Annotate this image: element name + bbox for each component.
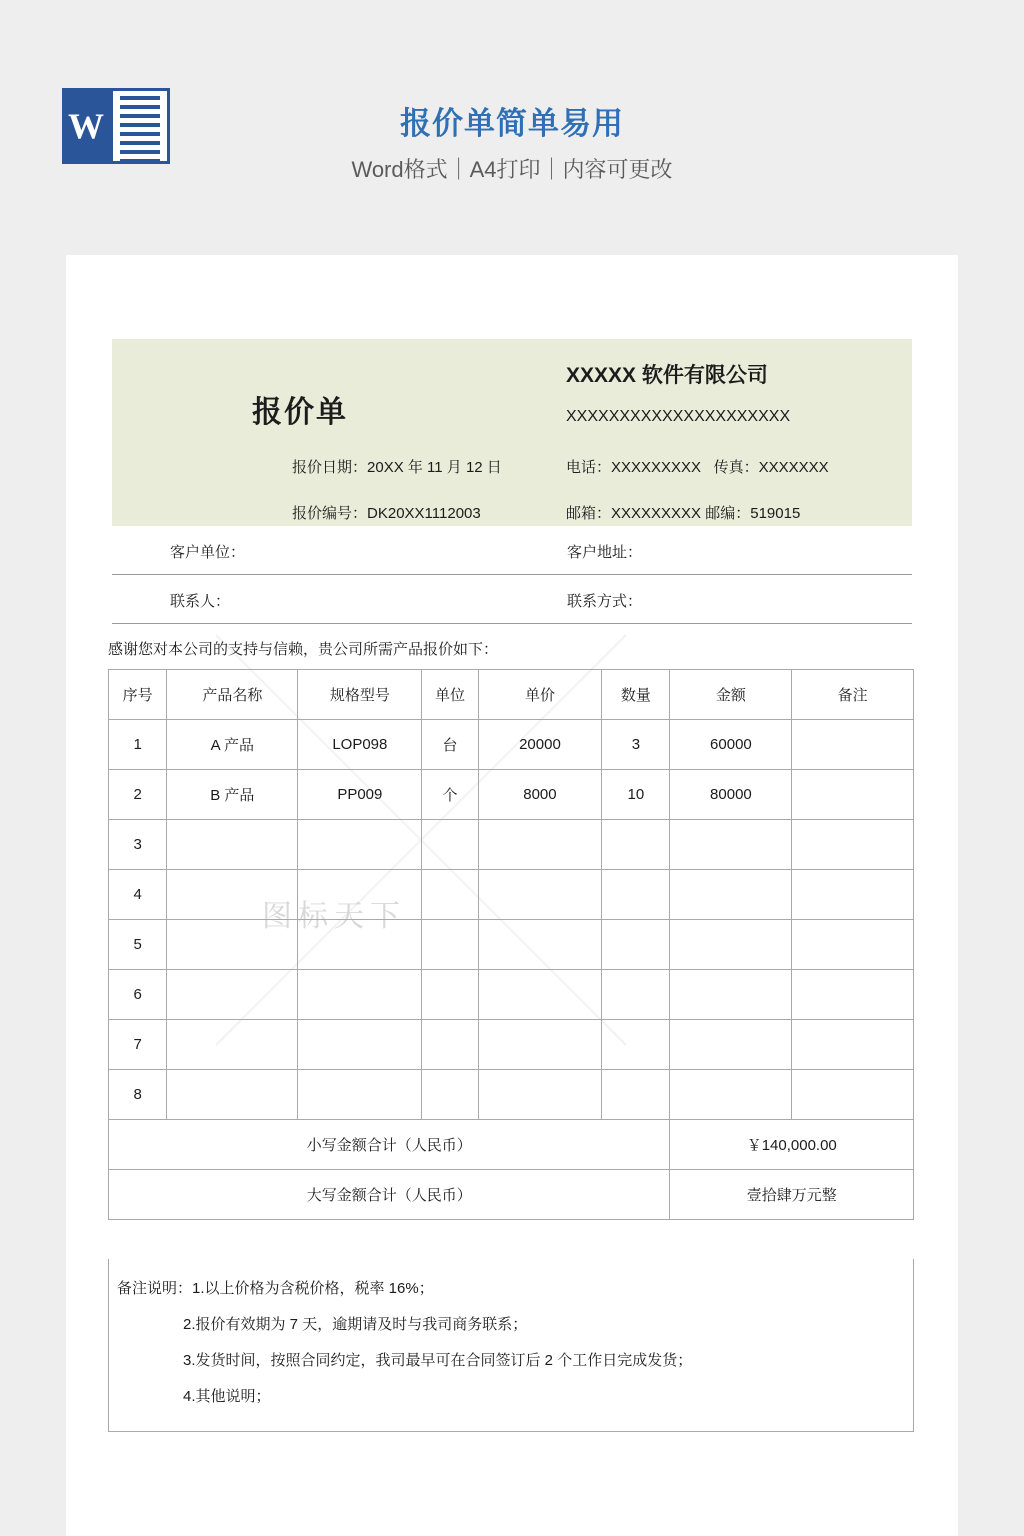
cell-spec [298, 920, 422, 970]
remarks-block [108, 1259, 914, 1432]
cell-note [792, 1020, 914, 1070]
watermark-text: 图标天下 [262, 900, 406, 933]
customer-row-1 [112, 526, 912, 575]
cell-qty: 10 [602, 770, 670, 820]
company-contact-line [566, 456, 829, 477]
th-unit: 单位 [422, 670, 478, 720]
postcode-label: 邮编： [705, 505, 751, 522]
cell-unit: 台 [422, 720, 478, 770]
cell-price [478, 820, 602, 870]
remark-line-2: 2.报价有效期为 7 天，逾期请及时与我司商务联系； [183, 1316, 528, 1333]
postcode-value: 519015 [750, 505, 801, 522]
cell-no: 5 [109, 920, 167, 970]
cell-spec [298, 970, 422, 1020]
cell-qty [602, 1020, 670, 1070]
cell-qty [602, 820, 670, 870]
cell-note [792, 970, 914, 1020]
table-row [109, 770, 914, 820]
cell-spec: LOP098 [298, 720, 422, 770]
cell-no: 2 [109, 770, 167, 820]
cell-name [167, 1070, 298, 1120]
remark-line-4: 4.其他说明； [183, 1388, 271, 1405]
cell-note [792, 870, 914, 920]
th-spec: 规格型号 [298, 670, 422, 720]
summary-value-lowercase: ￥140,000.00 [670, 1120, 914, 1170]
table-row [109, 920, 914, 970]
cell-qty: 3 [602, 720, 670, 770]
customer-address-label: 客户地址： [567, 544, 643, 561]
fax-value: XXXXXXX [758, 459, 829, 476]
email-value: XXXXXXXXX [611, 505, 702, 522]
cell-amount [670, 970, 792, 1020]
fax-label: 传真： [713, 459, 759, 476]
cell-unit [422, 820, 478, 870]
customer-contact-way-label: 联系方式： [567, 593, 643, 610]
cell-price [478, 1070, 602, 1120]
cell-name: B 产品 [167, 770, 298, 820]
cell-qty [602, 970, 670, 1020]
cell-price [478, 1020, 602, 1070]
cell-amount [670, 820, 792, 870]
th-amount: 金额 [670, 670, 792, 720]
word-logo-letter: W [68, 106, 104, 146]
cell-no: 7 [109, 1020, 167, 1070]
cell-no: 4 [109, 870, 167, 920]
quote-number-label: 报价编号： [292, 505, 368, 522]
table-row [109, 1020, 914, 1070]
table-row [109, 870, 914, 920]
quote-number [292, 502, 481, 523]
customer-row-2 [112, 575, 912, 624]
cell-amount [670, 920, 792, 970]
quote-table [108, 669, 914, 1220]
cell-note [792, 820, 914, 870]
cell-price [478, 970, 602, 1020]
th-price: 单价 [478, 670, 602, 720]
company-name: XXXXX 软件有限公司 [566, 364, 768, 387]
cell-spec [298, 870, 422, 920]
cell-unit [422, 1070, 478, 1120]
cell-no: 8 [109, 1070, 167, 1120]
cell-unit [422, 870, 478, 920]
summary-label-lowercase: 小写金额合计（人民币） [109, 1120, 670, 1170]
remark-line-1: 备注说明：1.以上价格为含税价格，税率 16%； [117, 1280, 434, 1297]
email-label: 邮箱： [566, 505, 612, 522]
cell-note [792, 770, 914, 820]
cell-name [167, 1020, 298, 1070]
cell-qty [602, 920, 670, 970]
document-page [66, 255, 958, 1536]
cell-unit: 个 [422, 770, 478, 820]
phone-value: XXXXXXXXX [611, 459, 702, 476]
table-row [109, 970, 914, 1020]
summary-row-uppercase [109, 1170, 914, 1220]
cell-note [792, 720, 914, 770]
banner-title: 报价单简单易用 [400, 106, 624, 141]
customer-unit-label: 客户单位： [170, 544, 246, 561]
table-row [109, 1070, 914, 1120]
cell-no: 1 [109, 720, 167, 770]
table-row [109, 820, 914, 870]
cell-name [167, 870, 298, 920]
cell-unit [422, 970, 478, 1020]
cell-name: A 产品 [167, 720, 298, 770]
cell-no: 3 [109, 820, 167, 870]
cell-name [167, 970, 298, 1020]
cell-amount [670, 870, 792, 920]
cell-name [167, 920, 298, 970]
cell-price [478, 870, 602, 920]
summary-row-lowercase [109, 1120, 914, 1170]
th-name: 产品名称 [167, 670, 298, 720]
customer-info-block [112, 526, 912, 624]
cell-spec [298, 1020, 422, 1070]
cell-spec [298, 1070, 422, 1120]
thanks-text: 感谢您对本公司的支持与信赖，贵公司所需产品报价如下： [108, 641, 499, 658]
cell-unit [422, 920, 478, 970]
cell-unit [422, 1020, 478, 1070]
cell-amount [670, 1020, 792, 1070]
cell-qty [602, 1070, 670, 1120]
th-no: 序号 [109, 670, 167, 720]
cell-price [478, 920, 602, 970]
cell-note [792, 920, 914, 970]
phone-label: 电话： [566, 459, 612, 476]
cell-no: 6 [109, 970, 167, 1020]
quote-header-block [112, 339, 912, 526]
banner-subtitle: Word格式｜A4打印｜内容可更改 [351, 157, 673, 182]
th-note: 备注 [792, 670, 914, 720]
remark-line-3: 3.发货时间，按照合同约定，我司最早可在合同签订后 2 个工作日完成发货； [183, 1352, 693, 1369]
table-row [109, 720, 914, 770]
quote-date-label: 报价日期： [292, 459, 368, 476]
cell-amount: 80000 [670, 770, 792, 820]
summary-value-uppercase: 壹拾肆万元整 [670, 1170, 914, 1220]
cell-price: 8000 [478, 770, 602, 820]
cell-qty [602, 870, 670, 920]
company-email-line [566, 502, 800, 523]
quote-date [292, 456, 502, 477]
cell-amount [670, 1070, 792, 1120]
quote-number-value: DK20XX1112003 [367, 505, 481, 522]
customer-contact-label: 联系人： [170, 593, 231, 610]
cell-price: 20000 [478, 720, 602, 770]
cell-note [792, 1070, 914, 1120]
company-address: XXXXXXXXXXXXXXXXXXXXX [566, 408, 791, 425]
cell-spec: PP009 [298, 770, 422, 820]
cell-spec [298, 820, 422, 870]
quote-date-value: 20XX 年 11 月 12 日 [367, 459, 502, 476]
th-qty: 数量 [602, 670, 670, 720]
quote-title: 报价单 [252, 396, 348, 429]
promo-banner [0, 0, 1024, 255]
summary-label-uppercase: 大写金额合计（人民币） [109, 1170, 670, 1220]
table-header-row [109, 670, 914, 720]
cell-name [167, 820, 298, 870]
cell-amount: 60000 [670, 720, 792, 770]
